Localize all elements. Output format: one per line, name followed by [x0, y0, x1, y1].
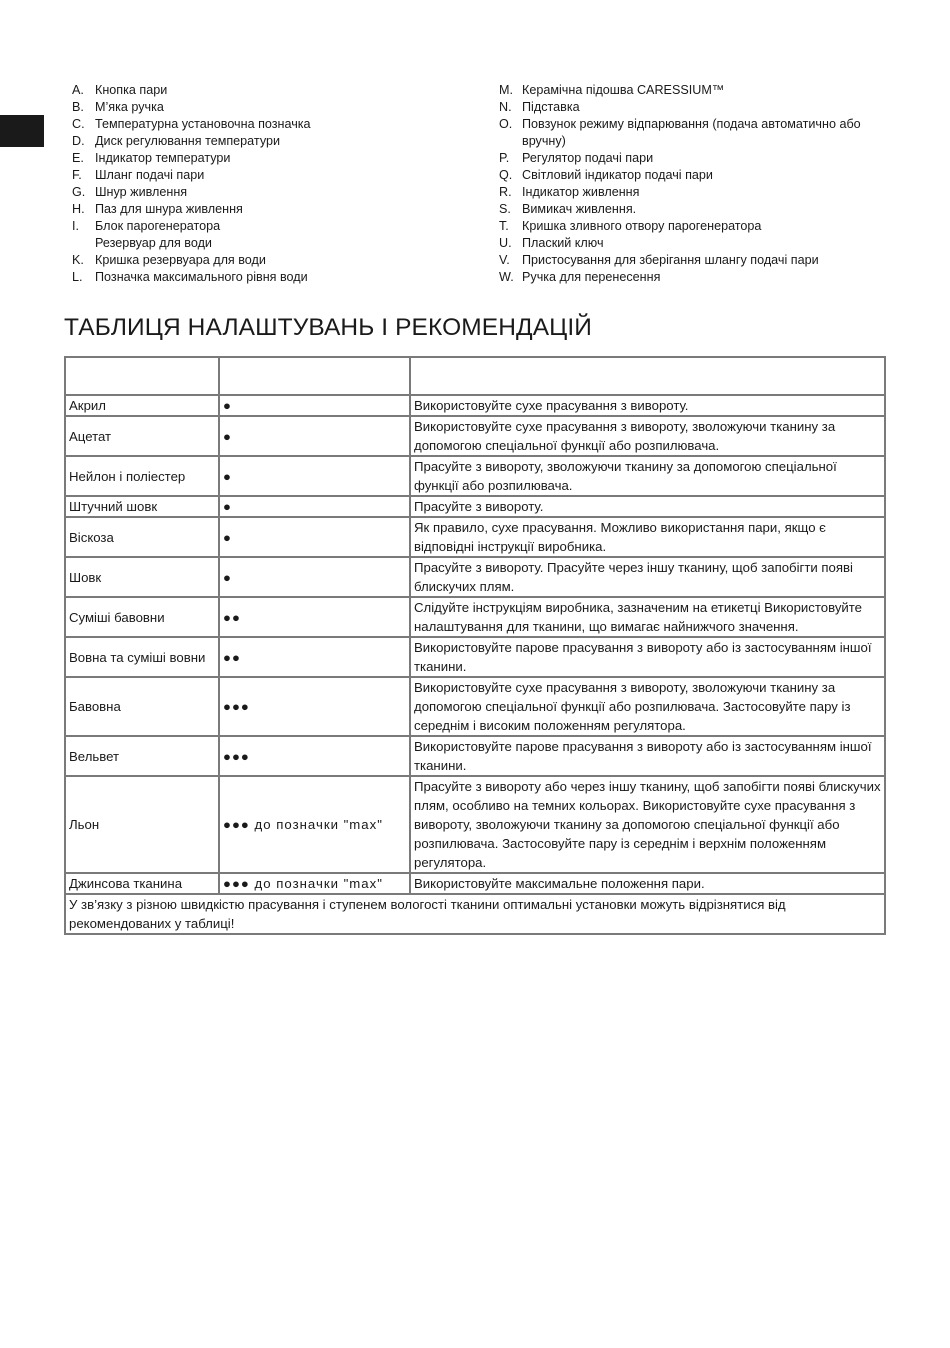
setting-cell: ●●: [219, 597, 410, 637]
recommendation-cell: Прасуйте з вивороту або через іншу тканину, щоб запобігти появі блискучих плям, особливо на темних кольорах. Використовуйте сухе прасування з вивороту, зволожуючи тканину за допомогою спеціальної функції або розпилювача. Застосовуйте пару із середнім і верхнім положенням регулятора.: [410, 776, 885, 873]
part-item: [72, 269, 402, 286]
part-label: Ручка для перенесення: [522, 270, 661, 284]
part-letter: E.: [72, 151, 84, 165]
table-row: [65, 496, 885, 517]
section-title: ТАБЛИЦЯ НАЛАШТУВАНЬ І РЕКОМЕНДАЦІЙ: [64, 314, 592, 341]
part-letter: L.: [72, 270, 83, 284]
part-item: [72, 235, 402, 252]
header-cell-setting: [219, 357, 410, 395]
setting-cell: ●: [219, 416, 410, 456]
recommendation-cell: Використовуйте сухе прасування з вивороту, зволожуючи тканину за допомогою спеціальної функції або розпилювача. Застосовуйте пару із середнім і високим положенням регулятора.: [410, 677, 885, 736]
part-item: [72, 201, 402, 218]
part-label: Резервуар для води: [95, 236, 212, 250]
part-letter: B.: [72, 100, 84, 114]
recommendation-cell: Прасуйте з вивороту.: [410, 496, 885, 517]
table-note-row: [65, 894, 885, 934]
part-letter: H.: [72, 202, 85, 216]
table-note: У зв’язку з різною швидкістю прасування і ступенем вологості тканини оптимальні установки можуть відрізнятися від рекомендованих у таблиці!: [65, 894, 885, 934]
part-label: Повзунок режиму відпарювання (подача автоматично або вручну): [522, 117, 861, 148]
table-row: [65, 416, 885, 456]
table-row: [65, 637, 885, 677]
part-letter: N.: [499, 100, 512, 114]
part-item: [72, 150, 402, 167]
fabric-cell: Вельвет: [65, 736, 219, 776]
fabric-cell: Штучний шовк: [65, 496, 219, 517]
table-header-row: [65, 357, 885, 395]
table-row: [65, 395, 885, 416]
part-item: [499, 116, 899, 150]
part-letter: O.: [499, 117, 513, 131]
part-item: [499, 201, 899, 218]
part-label: Світловий індикатор подачі пари: [522, 168, 713, 182]
part-letter: F.: [72, 168, 82, 182]
fabric-cell: Шовк: [65, 557, 219, 597]
part-label: Кришка зливного отвору парогенератора: [522, 219, 762, 233]
table-row: [65, 597, 885, 637]
setting-cell: ●: [219, 456, 410, 496]
part-letter: P.: [499, 151, 510, 165]
setting-cell: ●●● до позначки "max": [219, 776, 410, 873]
fabric-cell: Бавовна: [65, 677, 219, 736]
part-item: [499, 82, 899, 99]
part-item: [72, 99, 402, 116]
part-letter: K.: [72, 253, 84, 267]
fabric-cell: Джинсова тканина: [65, 873, 219, 894]
part-label: Пристосування для зберігання шлангу подачі пари: [522, 253, 819, 267]
part-item: [72, 252, 402, 269]
part-item: [499, 184, 899, 201]
part-letter: U.: [499, 236, 512, 250]
setting-cell: ●●●: [219, 677, 410, 736]
part-letter: G.: [72, 185, 86, 199]
part-item: [499, 150, 899, 167]
settings-table: [64, 356, 886, 935]
setting-cell: ●●● до позначки "max": [219, 873, 410, 894]
part-letter: A.: [72, 83, 84, 97]
setting-cell: ●: [219, 395, 410, 416]
recommendation-cell: Слідуйте інструкціям виробника, зазначеним на етикетці Використовуйте налаштування для тканини, що вимагає найнижчого значення.: [410, 597, 885, 637]
part-letter: [72, 235, 95, 252]
recommendation-cell: Використовуйте максимальне положення пари.: [410, 873, 885, 894]
part-item: [72, 116, 402, 133]
part-letter: V.: [499, 253, 510, 267]
fabric-cell: Акрил: [65, 395, 219, 416]
part-label: Блок парогенератора: [95, 219, 221, 233]
setting-cell: ●: [219, 517, 410, 557]
table-row: [65, 873, 885, 894]
part-item: [499, 99, 899, 116]
part-letter: D.: [72, 134, 85, 148]
parts-list-right: [499, 82, 899, 286]
part-label: Регулятор подачі пари: [522, 151, 654, 165]
part-item: [72, 133, 402, 150]
part-label: Індикатор температури: [95, 151, 231, 165]
table-row: [65, 517, 885, 557]
part-item: [72, 82, 402, 99]
fabric-cell: Віскоза: [65, 517, 219, 557]
part-item: [499, 269, 899, 286]
setting-cell: ●: [219, 496, 410, 517]
part-label: Підставка: [522, 100, 580, 114]
fabric-cell: Нейлон і поліестер: [65, 456, 219, 496]
part-item: [72, 218, 402, 235]
part-letter: S.: [499, 202, 511, 216]
recommendation-cell: Використовуйте парове прасування з вивороту або із застосуванням іншої тканини.: [410, 736, 885, 776]
table-row: [65, 557, 885, 597]
part-label: Кришка резервуара для води: [95, 253, 266, 267]
part-letter: Q.: [499, 168, 513, 182]
fabric-cell: Вовна та суміші вовни: [65, 637, 219, 677]
table-row: [65, 736, 885, 776]
part-letter: I.: [72, 219, 79, 233]
part-item: [499, 218, 899, 235]
part-label: Диск регулювання температури: [95, 134, 281, 148]
part-label: Кнопка пари: [95, 83, 168, 97]
table-row: [65, 776, 885, 873]
part-label: Шланг подачі пари: [95, 168, 205, 182]
part-letter: T.: [499, 219, 509, 233]
parts-list-left: [72, 82, 402, 286]
recommendation-cell: Прасуйте з вивороту, зволожуючи тканину за допомогою спеціальної функції або розпилювача.: [410, 456, 885, 496]
part-item: [499, 252, 899, 269]
fabric-cell: Ацетат: [65, 416, 219, 456]
recommendation-cell: Використовуйте сухе прасування з вивороту.: [410, 395, 885, 416]
recommendation-cell: Прасуйте з вивороту. Прасуйте через іншу тканину, щоб запобігти появі блискучих плям.: [410, 557, 885, 597]
part-label: Температурна установочна позначка: [95, 117, 311, 131]
header-cell-fabric: [65, 357, 219, 395]
setting-cell: ●: [219, 557, 410, 597]
table-row: [65, 677, 885, 736]
part-item: [72, 184, 402, 201]
part-label: Шнур живлення: [95, 185, 188, 199]
table-row: [65, 456, 885, 496]
recommendation-cell: Використовуйте сухе прасування з вивороту, зволожуючи тканину за допомогою спеціальної функції або розпилювача.: [410, 416, 885, 456]
fabric-cell: Льон: [65, 776, 219, 873]
part-item: [72, 167, 402, 184]
language-tab-marker: [0, 115, 44, 147]
part-label: Плаский ключ: [522, 236, 604, 250]
part-label: Індикатор живлення: [522, 185, 640, 199]
fabric-cell: Суміші бавовни: [65, 597, 219, 637]
recommendation-cell: Як правило, сухе прасування. Можливо використання пари, якщо є відповідні інструкції виробника.: [410, 517, 885, 557]
part-letter: R.: [499, 185, 512, 199]
recommendation-cell: Використовуйте парове прасування з вивороту або із застосуванням іншої тканини.: [410, 637, 885, 677]
setting-cell: ●●●: [219, 736, 410, 776]
part-label: Керамічна підошва CARESSIUM™: [522, 83, 725, 97]
part-letter: W.: [499, 270, 514, 284]
part-item: [499, 167, 899, 184]
part-letter: M.: [499, 83, 513, 97]
part-label: Позначка максимального рівня води: [95, 270, 308, 284]
part-letter: C.: [72, 117, 85, 131]
part-label: Паз для шнура живлення: [95, 202, 243, 216]
part-item: [499, 235, 899, 252]
setting-cell: ●●: [219, 637, 410, 677]
part-label: М’яка ручка: [95, 100, 164, 114]
part-label: Вимикач живлення.: [522, 202, 637, 216]
header-cell-recommendation: [410, 357, 885, 395]
